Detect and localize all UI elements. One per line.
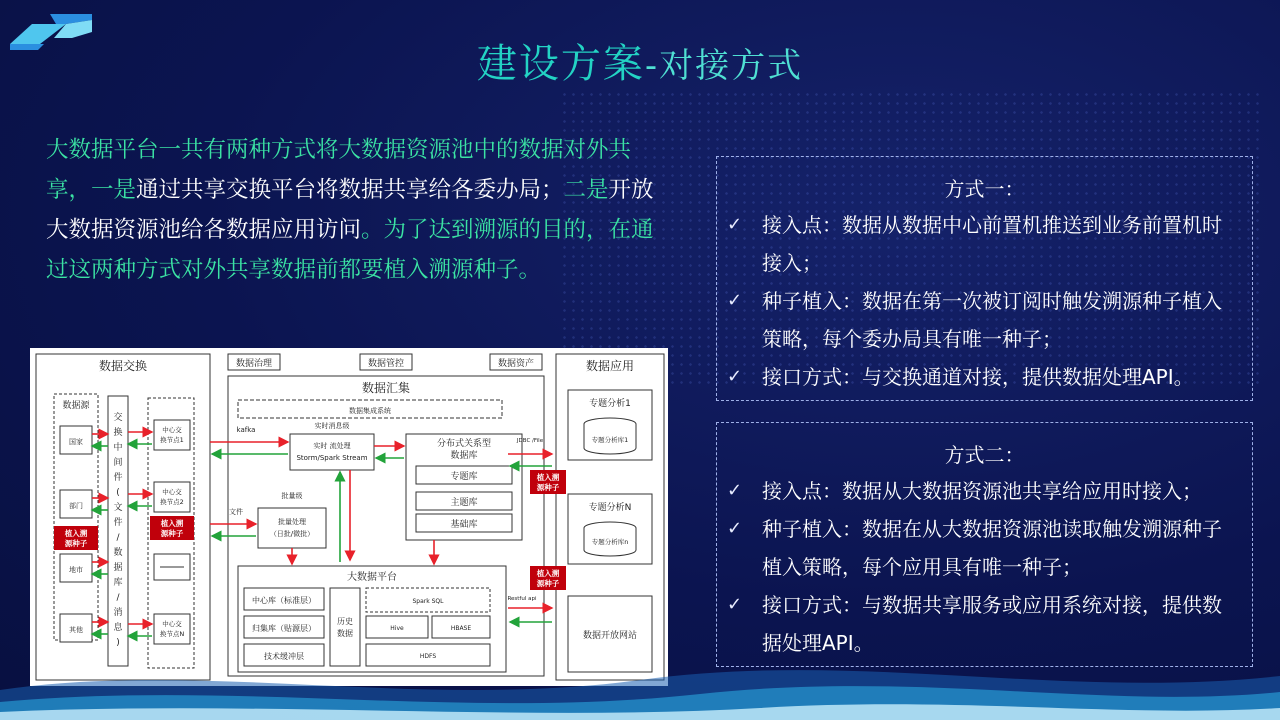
intro-paragraph bbox=[46, 130, 658, 290]
method-two-box bbox=[716, 422, 1253, 667]
middleware-char: 中 bbox=[113, 443, 123, 453]
list-item bbox=[717, 206, 1252, 282]
svg-text:实时消息级: 实时消息级 bbox=[314, 422, 350, 430]
list-item bbox=[717, 282, 1252, 358]
middleware-char: ) bbox=[116, 638, 120, 648]
item-text: 与交换通道对接，提供数据处理API。 bbox=[862, 365, 1194, 389]
middleware-char: 库 bbox=[113, 578, 123, 588]
list-item bbox=[717, 472, 1252, 510]
check-icon: ✓ bbox=[727, 290, 743, 311]
source-title: 数据源 bbox=[62, 401, 90, 411]
svg-text:专题库: 专题库 bbox=[450, 472, 478, 482]
item-text: 数据在从大数据资源池读取触发溯源种子植入策略，每个应用具有唯一种子； bbox=[762, 517, 1222, 579]
app-title: 数据应用 bbox=[585, 359, 635, 373]
svg-text:批量级: 批量级 bbox=[281, 492, 303, 500]
exchange-title: 数据交换 bbox=[98, 359, 148, 373]
svg-text:中心交: 中心交 bbox=[162, 488, 182, 496]
svg-text:Storm/Spark Stream: Storm/Spark Stream bbox=[296, 454, 368, 462]
intro-segment: 通过共享交换平台将数据共享给各委办局； bbox=[136, 177, 564, 203]
middleware-char: 间 bbox=[113, 458, 123, 468]
middleware-char: 换 bbox=[113, 428, 123, 438]
svg-text:数据资产: 数据资产 bbox=[497, 359, 535, 369]
middleware-char: / bbox=[116, 533, 120, 543]
svg-text:植入溯: 植入溯 bbox=[536, 473, 560, 482]
svg-text:技术缓冲层: 技术缓冲层 bbox=[264, 652, 304, 661]
middleware-char: 消 bbox=[113, 608, 123, 618]
svg-text:专题分析库n: 专题分析库n bbox=[591, 538, 629, 546]
intro-segment: 开放大数据资源池给各数据应用访问 bbox=[46, 177, 654, 243]
method-one-box bbox=[716, 156, 1253, 401]
svg-text:数据管控: 数据管控 bbox=[367, 359, 405, 369]
svg-text:换节点N: 换节点N bbox=[159, 630, 185, 638]
list-item bbox=[717, 358, 1252, 396]
platform-title: 大数据平台 bbox=[347, 572, 397, 583]
item-text: 数据从数据中心前置机推送到业务前置机时接入； bbox=[762, 213, 1222, 275]
svg-text:JDBC /File: JDBC /File bbox=[516, 438, 544, 444]
svg-text:分布式关系型: 分布式关系型 bbox=[436, 439, 492, 449]
item-label: 接口方式： bbox=[762, 365, 862, 389]
item-text: 与数据共享服务或应用系统对接，提供数据处理API。 bbox=[762, 593, 1222, 655]
svg-text:源种子: 源种子 bbox=[536, 579, 560, 588]
svg-text:归集库（贴源层）: 归集库（贴源层） bbox=[252, 624, 316, 633]
svg-text:数据集成系统: 数据集成系统 bbox=[349, 407, 391, 415]
svg-text:kafka: kafka bbox=[236, 426, 256, 434]
svg-text:部门: 部门 bbox=[69, 502, 83, 510]
svg-text:专题分析N: 专题分析N bbox=[588, 503, 632, 513]
svg-text:文件: 文件 bbox=[229, 508, 243, 516]
middleware-char: 文 bbox=[113, 503, 123, 513]
svg-text:中心库（标准层）: 中心库（标准层） bbox=[252, 596, 316, 605]
svg-text:数据: 数据 bbox=[337, 629, 353, 638]
svg-text:Hive: Hive bbox=[390, 625, 404, 632]
svg-text:批量处理: 批量处理 bbox=[278, 518, 306, 526]
svg-text:中心交: 中心交 bbox=[162, 426, 182, 434]
item-label: 接入点： bbox=[762, 479, 842, 503]
check-icon: ✓ bbox=[727, 366, 743, 387]
svg-text:植入溯: 植入溯 bbox=[536, 569, 560, 578]
item-label: 接入点： bbox=[762, 213, 842, 237]
page-title: 建设方案-对接方式 bbox=[476, 41, 804, 87]
svg-text:数据开放网站: 数据开放网站 bbox=[582, 631, 638, 641]
middleware-char: 据 bbox=[113, 563, 123, 573]
item-label: 种子植入： bbox=[762, 289, 862, 313]
middleware-char: 息 bbox=[113, 623, 123, 633]
intro-segment: 。为了达到溯源的目的，在通过这两种方式对外共享数据前都要植入溯源种子。 bbox=[46, 217, 654, 283]
middleware-char: ( bbox=[116, 488, 120, 498]
svg-text:植入溯: 植入溯 bbox=[64, 529, 88, 538]
svg-text:换节点2: 换节点2 bbox=[160, 498, 184, 506]
svg-text:主题库: 主题库 bbox=[450, 498, 478, 508]
svg-text:Spark SQL: Spark SQL bbox=[412, 598, 444, 605]
svg-text:其他: 其他 bbox=[69, 626, 83, 634]
middleware-char: / bbox=[116, 593, 120, 603]
svg-text:HDFS: HDFS bbox=[419, 653, 437, 660]
list-item bbox=[717, 510, 1252, 586]
architecture-diagram bbox=[30, 348, 668, 686]
bottom-wave-decoration bbox=[0, 640, 1280, 720]
svg-text:专题分析1: 专题分析1 bbox=[589, 399, 631, 409]
item-label: 接口方式： bbox=[762, 593, 862, 617]
check-icon: ✓ bbox=[727, 214, 743, 235]
collect-title: 数据汇集 bbox=[361, 381, 411, 395]
svg-text:HBASE: HBASE bbox=[450, 625, 472, 632]
check-icon: ✓ bbox=[727, 518, 743, 539]
svg-text:Restful api: Restful api bbox=[507, 596, 537, 602]
svg-text:源种子: 源种子 bbox=[536, 483, 560, 492]
intro-segment: 大数据平台一共有两种方式将大数据资源池中的数据对外共享，一是 bbox=[46, 137, 632, 203]
middleware-char: 件 bbox=[113, 518, 123, 528]
svg-text:基础库: 基础库 bbox=[450, 520, 478, 530]
svg-text:中心交: 中心交 bbox=[162, 620, 182, 628]
middleware-char: 件 bbox=[113, 473, 123, 483]
svg-text:地市: 地市 bbox=[69, 566, 83, 574]
svg-text:历史: 历史 bbox=[337, 617, 353, 626]
check-icon: ✓ bbox=[727, 594, 743, 615]
check-icon: ✓ bbox=[727, 480, 743, 501]
middleware-char: 交 bbox=[113, 413, 123, 423]
item-label: 种子植入： bbox=[762, 517, 862, 541]
method2-heading: 方式二： bbox=[944, 443, 1025, 467]
svg-text:实时 流处理: 实时 流处理 bbox=[313, 442, 351, 450]
svg-text:数据库: 数据库 bbox=[450, 451, 478, 461]
svg-text:专题分析库1: 专题分析库1 bbox=[591, 436, 629, 444]
svg-text:换节点1: 换节点1 bbox=[160, 436, 184, 444]
item-text: 数据在第一次被订阅时触发溯源种子植入策略，每个委办局具有唯一种子； bbox=[762, 289, 1222, 351]
item-text: 数据从大数据资源池共享给应用时接入； bbox=[842, 479, 1202, 503]
svg-text:数据治理: 数据治理 bbox=[235, 359, 273, 369]
svg-text:国家: 国家 bbox=[69, 438, 83, 446]
svg-text:源种子: 源种子 bbox=[64, 539, 88, 548]
svg-text:源种子: 源种子 bbox=[160, 529, 184, 538]
svg-text:（日批/微批）: （日批/微批） bbox=[269, 530, 315, 538]
intro-segment: 二是 bbox=[563, 177, 609, 203]
middleware-char: 数 bbox=[113, 548, 123, 558]
svg-text:植入溯: 植入溯 bbox=[160, 519, 184, 528]
method1-heading: 方式一： bbox=[944, 177, 1025, 201]
